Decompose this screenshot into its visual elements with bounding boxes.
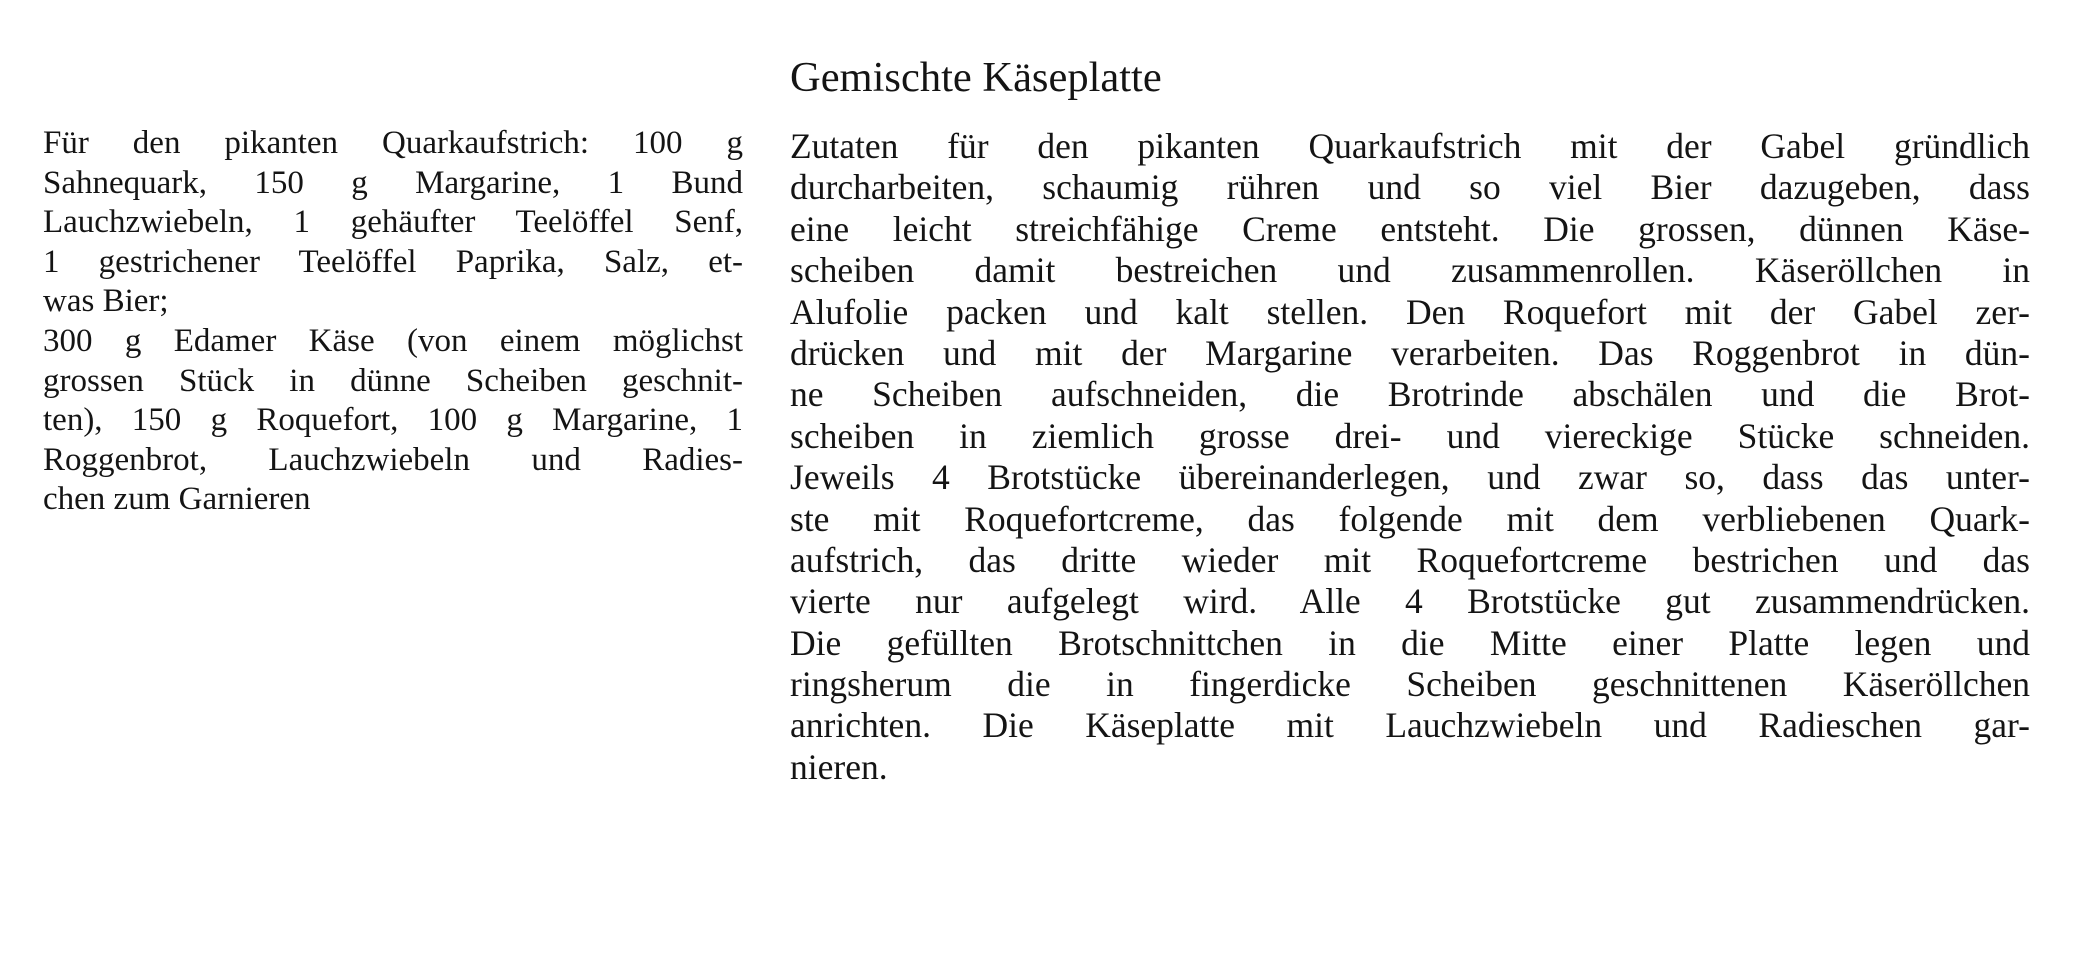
recipe-title: Gemischte Käseplatte xyxy=(790,54,1162,101)
method-line: Jeweils 4 Brotstücke übereinanderlegen, und zwar so, dass das unter- xyxy=(790,457,2030,498)
ingredients-column xyxy=(43,124,743,520)
method-line: drücken und mit der Margarine verarbeiten. Das Roggenbrot in dün- xyxy=(790,332,2030,373)
ingredients-line: Sahnequark, 150 g Margarine, 1 Bund xyxy=(43,164,743,201)
ingredients-line: Für den pikanten Quarkaufstrich: 100 g xyxy=(43,125,743,161)
ingredients-line: ten), 150 g Roquefort, 100 g Margarine, 1 xyxy=(43,402,743,439)
method-line: nieren. xyxy=(790,746,888,787)
method-column xyxy=(790,126,2030,788)
method-line: eine leicht streichfähige Creme entsteht. Die grossen, dünnen Käse- xyxy=(790,208,2030,249)
method-line: scheiben in ziemlich grosse drei- und viereckige Stücke schneiden. xyxy=(790,415,2030,456)
ingredients-line: was Bier; xyxy=(43,283,169,320)
ingredients-line: Lauchzwiebeln, 1 gehäufter Teelöffel Senf, xyxy=(43,204,743,241)
method-line: ringsherum die in fingerdicke Scheiben geschnittenen Käseröllchen xyxy=(790,664,2030,705)
ingredients-line: 300 g Edamer Käse (von einem möglichst xyxy=(43,322,743,359)
ingredients-line: 1 gestrichener Teelöffel Paprika, Salz, et- xyxy=(43,243,743,280)
method-line: aufstrich, das dritte wieder mit Roquefortcreme bestrichen und das xyxy=(790,539,2030,580)
method-line: ne Scheiben aufschneiden, die Brotrinde abschälen und die Brot- xyxy=(790,374,2030,415)
method-line: Zutaten für den pikanten Quarkaufstrich mit der Gabel gründlich xyxy=(790,126,2030,166)
method-line: vierte nur aufgelegt wird. Alle 4 Brotstücke gut zusammendrücken. xyxy=(790,581,2030,622)
ingredients-line: chen zum Garnieren xyxy=(43,481,311,518)
method-line: ste mit Roquefortcreme, das folgende mit dem verbliebenen Quark- xyxy=(790,498,2030,539)
method-line: durcharbeiten, schaumig rühren und so viel Bier dazugeben, dass xyxy=(790,167,2030,208)
ingredients-line: Roggenbrot, Lauchzwiebeln und Radies- xyxy=(43,441,743,478)
method-line: Alufolie packen und kalt stellen. Den Roquefort mit der Gabel zer- xyxy=(790,291,2030,332)
ingredients-line: grossen Stück in dünne Scheiben geschnit- xyxy=(43,362,743,399)
method-line: anrichten. Die Käseplatte mit Lauchzwiebeln und Radieschen gar- xyxy=(790,705,2030,746)
method-line: scheiben damit bestreichen und zusammenrollen. Käseröllchen in xyxy=(790,250,2030,291)
method-line: Die gefüllten Brotschnittchen in die Mitte einer Platte legen und xyxy=(790,622,2030,663)
